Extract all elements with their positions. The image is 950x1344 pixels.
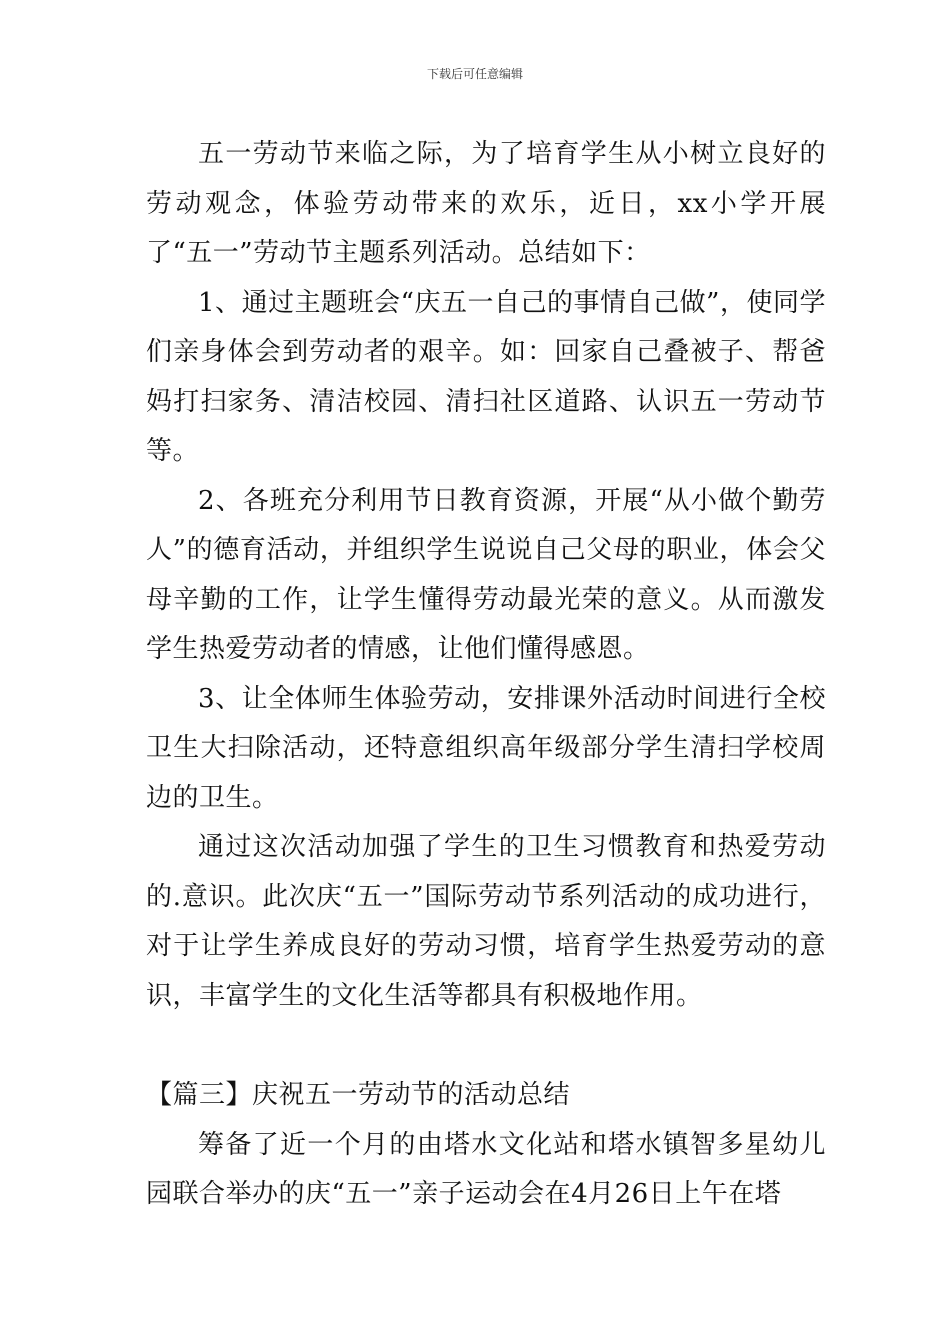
intro-paragraph: 五一劳动节来临之际，为了培育学生从小树立良好的劳动观念，体验劳动带来的欢乐，近日，xx小学开展了“五一”劳动节主题系列活动。总结如下： [146,139,826,268]
page-header-note: 下载后可任意编辑 [426,67,523,81]
section-heading: 【篇三】庆祝五一劳动节的活动总结 [146,1080,571,1110]
item-1-paragraph: 1、通过主题班会“庆五一自己的事情自己做”，使同学们亲身体会到劳动者的艰辛。如：回家自己叠被子、帮爸妈打扫家务、清洁校园、清扫社区道路、认识五一劳动节等。 [146,287,826,466]
section-paragraph: 筹备了近一个月的由塔水文化站和塔水镇智多星幼儿园联合举办的庆“五一”亲子运动会在4月26日上午在塔 [146,1129,826,1209]
document-body [146,130,826,1220]
item-2-paragraph: 2、各班充分利用节日教育资源，开展“从小做个勤劳人”的德育活动，并组织学生说说自己父母的职业，体会父母辛勤的工作，让学生懂得劳动最光荣的意义。从而激发学生热爱劳动者的情感，让他们懂得感恩。 [146,485,826,664]
item-3-paragraph: 3、让全体师生体验劳动，安排课外活动时间进行全校卫生大扫除活动，还特意组织高年级部分学生清扫学校周边的卫生。 [146,683,826,813]
conclusion-paragraph: 通过这次活动加强了学生的卫生习惯教育和热爱劳动的.意识。此次庆“五一”国际劳动节系列活动的成功进行，对于让学生养成良好的劳动习惯，培育学生热爱劳动的意识，丰富学生的文化生活等都具有积极地作用。 [146,832,826,1011]
